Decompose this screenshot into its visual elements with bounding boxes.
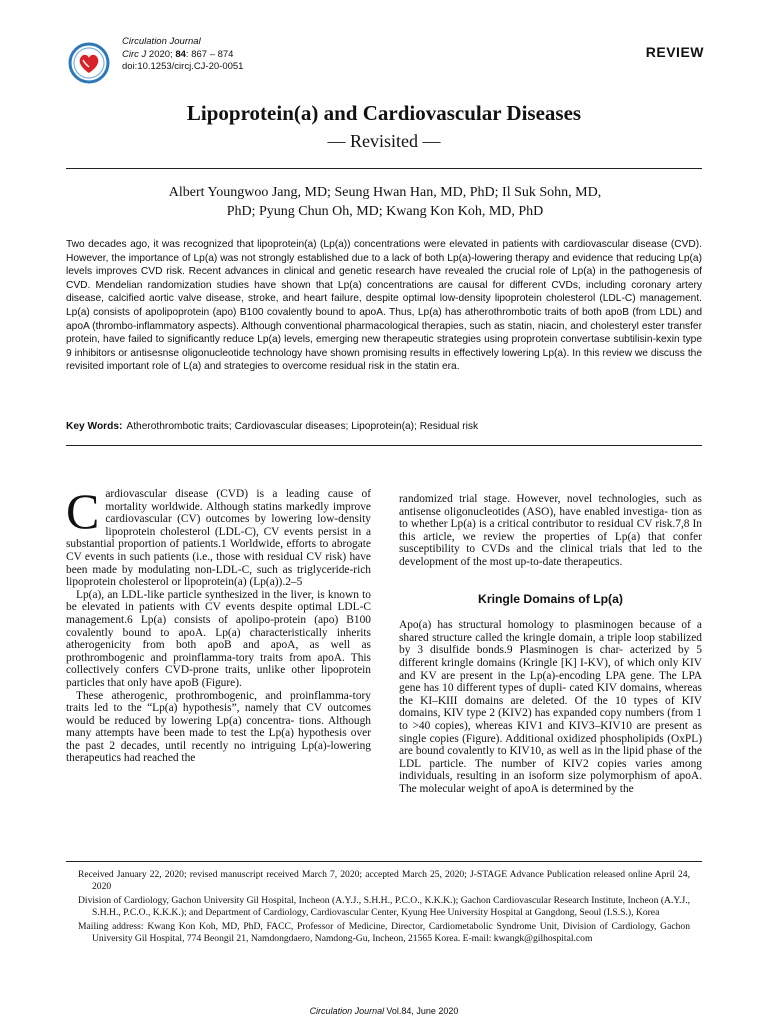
- journal-logo: [68, 42, 110, 84]
- mailing-address: Mailing address: Kwang Kon Koh, MD, PhD, FACC, Professor of Medicine, Director, Cardiometabolic Syndrome Unit, Division of Cardiology, Gachon University Gil Hospital, 774 Beongil 21, Namdongdaero, Namdong-Gu, Incheon, 21565 Korea. E-mail: kwangk@gilhospital.com: [78, 921, 690, 944]
- abstract: Two decades ago, it was recognized that lipoprotein(a) (Lp(a)) concentrations were elevated in patients with cardiovascular disease (CVD). However, the importance of Lp(a) was not strongly established due to a lack of both Lp(a)-lowering therapy and evidence that reducing Lp(a) levels improves CVD risk. Recent advances in clinical and genetic research have revealed the crucial role of Lp(a) in the pathogenesis of CVD. Mendelian randomization studies have shown that Lp(a) concentrations are causal for different CVDs, including coronary artery disease, calcified aortic valve disease, stroke, and heart failure, despite optimal low-density lipoprotein cholesterol (LDL-C) management. Lp(a) consists of apolipoprotein (apo) B100 covalently bound to apoA. Thus, Lp(a) has atherothrombotic traits of both apoB (from LDL) and apoA (thrombo-inflammatory aspects). Although conventional pharmacological therapies, such as statin, niacin, and cholesteryl ester transfer protein, have failed to significantly reduce Lp(a) levels, emerging new therapeutic strategies using proprotein convertase subtilisin-kexin type 9 inhibitors or antisesnse oligonucleotide technology have shown promising results in effectively lowering Lp(a). In this review we discuss the revisited important role of L(a) and strategies to overcome residual risk in the statin era.: [66, 239, 702, 373]
- keywords-text: Atherothrombotic traits; Cardiovascular diseases; Lipoprotein(a); Residual risk: [126, 421, 479, 432]
- footer-journal: Circulation Journal: [309, 1006, 385, 1016]
- received-dates: Received January 22, 2020; revised manuscript received March 7, 2020; accepted March 25, 2020; J-STAGE Advance Publication released online April 24, 2020: [78, 869, 690, 892]
- footnotes: [78, 869, 690, 947]
- page-footer: [0, 1006, 768, 1016]
- drop-cap: C: [66, 483, 100, 539]
- title-divider: [66, 168, 702, 169]
- body-column-left: [66, 483, 371, 765]
- keywords-label: Key Words:: [66, 421, 123, 432]
- section-heading: Kringle Domains of Lp(a): [478, 591, 623, 606]
- author-list: Albert Youngwoo Jang, MD; Seung Hwan Han, MD, PhD; Il Suk Sohn, MD, PhD; Pyung Chun Oh, MD; Kwang Kon Koh, MD, PhD: [168, 185, 602, 219]
- paragraph: These atherogenic, prothrombogenic, and proinflamma-tory traits led to the “Lp(a) hypothesis”, namely that CV outcomes would be reduced by lowering Lp(a) concentra- tions. Although many attempts have been made to test the Lp(a) hypothesis over the past 2 decades, until recently no intriguing Lp(a)-lowering therapeutics had reached the: [66, 689, 371, 765]
- paragraph: Lp(a), an LDL-like particle synthesized in the liver, is known to be elevated in patients with CV events despite optimal LDL-C management.6 Lp(a) consists of apolipo-protein (apo) B100 covalently bound to apoA. Lp(a) characteristically inherits atherogenicity from both apoB and apoA, as well as prothrombogenic and proinflamma-tory traits from apoA. This collectively confers CVD-prone traits, unlike other lipoprotein particles that only have apoB (Figure).: [66, 588, 371, 689]
- footnote-divider: [66, 861, 702, 862]
- keywords: [66, 421, 702, 432]
- journal-doi: doi:10.1253/circj.CJ-20-0051: [122, 61, 244, 72]
- body-column-right: [399, 493, 702, 795]
- paragraph: randomized trial stage. However, novel technologies, such as antisense oligonucleotides (ASO), have enabled investiga- tion as to whether Lp(a) is a critical contributor to residual CV risk.7,8 In this article, we review the properties of Lp(a) that confer susceptibility to CVDs and the clinical trials that led to the development of the most up-to-date therapeutics.: [399, 493, 702, 568]
- article-subtitle: — Revisited —: [327, 131, 441, 151]
- article-type-label: REVIEW: [645, 44, 704, 60]
- paragraph: Apo(a) has structural homology to plasminogen because of a shared structure called the kringle domain, a triple loop stabilized by 3 disulfide bonds.9 Plasminogen is char- acterized by 5 different kringle domains (Kringle [K] I-KV), of which only KIV and KV are present in the Lp(a)-encoding LPA gene. The LPA gene has 10 different types of dupli- cated KIV domains, whereas the KI–KIII domains are deleted. Of the 10 types of KIV domains, KIV type 2 (KIV2) has expanded copy numbers (from 1 to >40 copies), whereas KIV1 and KIV3–KIV10 are present as single copies (Figure). Additional oxidized phospholipids (OxPL) are bound covalently to KIV10, as well as in the lipid phase of the LDL particle. The number of KIV2 copies varies among individuals, resulting in an isoform size polymorphism of apoA. The molecular weight of apoA is determined by the: [399, 619, 702, 795]
- journal-name: Circulation Journal: [122, 36, 201, 47]
- journal-info: [122, 36, 243, 74]
- journal-citation: Circ J 2020; 84: 867 – 874: [122, 48, 234, 60]
- footer-issue: Vol.84, June 2020: [386, 1006, 459, 1016]
- affiliations: Division of Cardiology, Gachon University Gil Hospital, Incheon (A.Y.J., S.H.H., P.C.O., K.K.K.); Gachon Cardiovascular Research Institute, Incheon (A.Y.J., S.H.H., P.C.O., K.K.K.); and Department of Cardiology, Cardiovascular Center, Kyung Hee University Hospital at Gangdong, Seoul (I.S.S.), Korea: [78, 895, 690, 918]
- paragraph: Cardiovascular disease (CVD) is a leading cause of mortality worldwide. Although statins markedly improve cardiovascular (CV) outcomes by lowering low-density lipoprotein cholesterol (LDL-C), CV events persist in a substantial proportion of patients.1 Worldwide, efforts to abrogate CV events in such patients (i.e., those with residual CV risk) have been made by modulating non-LDL-C, such as triglyceride-rich lipoprotein cholesterol or lipoprotein(a) (Lp(a)).2–5: [66, 483, 371, 589]
- article-title: Lipoprotein(a) and Cardiovascular Diseases: [186, 101, 582, 125]
- abstract-divider: [66, 445, 702, 446]
